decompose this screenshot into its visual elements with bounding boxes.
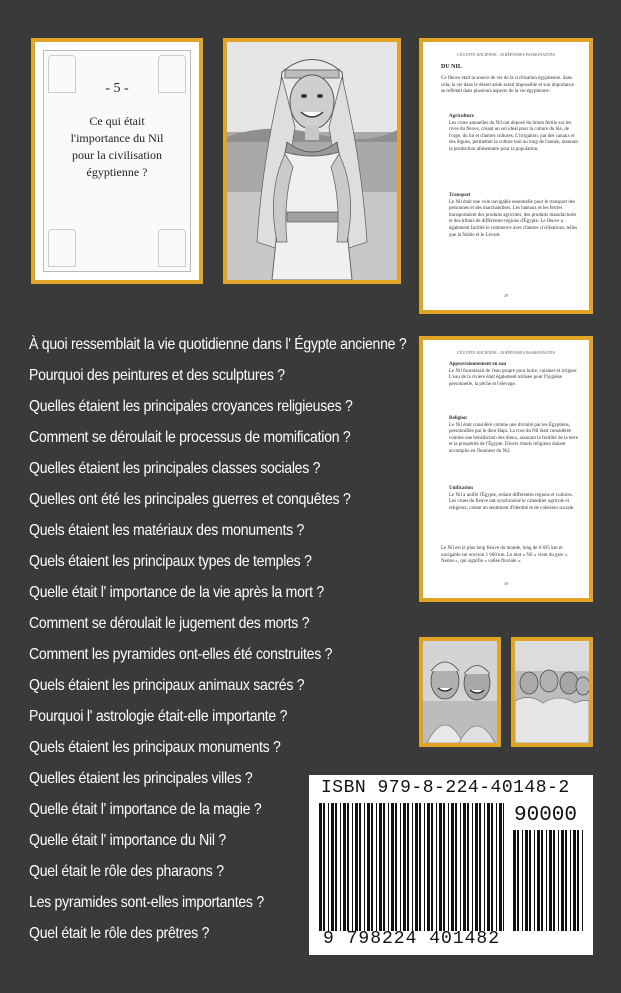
barcode-bar [479,803,481,931]
sample-page-29 [419,38,593,314]
question-item: Quelle était l' importance de la vie après la mort ? [29,584,324,601]
barcode-bar [388,803,389,931]
egyptian-men-illustration [419,637,501,747]
barcode-bar [522,830,523,931]
barcode-bar [439,803,442,931]
barcode-bar [448,803,449,931]
barcode-bar [484,803,485,931]
ean-bars [319,803,504,931]
barcode-bar [436,803,437,931]
barcode-bar [355,803,358,931]
barcode-bar [491,803,493,931]
barcode-bar [561,830,564,931]
question-item: Les pyramides sont-elles importantes ? [29,894,264,911]
barcode-bar [499,803,502,931]
sample-page-30 [419,336,593,602]
barcode-bar [427,803,430,931]
barcode-bar [367,803,370,931]
price-bars [513,830,585,931]
barcode-bar [565,830,567,931]
barcode-bar [340,803,341,931]
barcode-bar [525,830,528,931]
barcode-bar [395,803,397,931]
barcode-bar [415,803,418,931]
corner-ornament [158,55,186,93]
chapter-title-card [31,38,203,284]
section-heading: DU NIL [441,64,462,70]
barcode-bar [546,830,547,931]
barcode-bar [496,803,497,931]
barcode-bar [463,803,466,931]
question-item: Quels étaient les principaux types de temples ? [29,553,312,570]
barcode-bar [534,830,535,931]
corner-ornament [48,229,76,267]
barcode-bar [403,803,406,931]
question-item: Quel était le rôle des pharaons ? [29,863,224,880]
barcode-bar [391,803,394,931]
barcode-bar [359,803,361,931]
barcode-bar [529,830,531,931]
barcode-bar [549,830,552,931]
running-header: L'ÉGYPTE ANCIENNE : 20 RÉPONSES PASSIONANTES [456,350,556,355]
barcode-bar [503,803,504,931]
barcode-bar [467,803,469,931]
question-item: Quelle était l' importance du Nil ? [29,832,226,849]
barcode-bar [475,803,478,931]
bullet-unification: Unification Le Nil a unifié l'Égypte, reliant différentes régions et cultures. Les crues du fleuve ont synchronisé le calendrier agricole et religieux, créant un sentiment d'identité et de cohésion sociale. [449,486,575,511]
bullet-religion: Religion Le Nil était considéré comme une divinité par les Égyptiens, personnifiée par le dieu Hapi. La crue du Nil était considérée comme une bénédiction des dieux, assurant la fertilité de la terre et la prospérité de l'Égypte. Divers rituels religieux étaient accomplis en l'honneur du Nil. [449,416,578,454]
isbn-barcode [309,775,593,955]
barcode-bar [371,803,373,931]
bullet-transport: Transport Le Nil était une voie navigable essentielle pour le transport des personnes et des marchandises. Les bateaux et les ferries transportaient des produits agricoles, des produits manufacturés et des tributs de différentes régions d'Égypte. Le fleuve a également facilité le commerce avec d'autres civilisations, telles que la Nubie et le Levant. [449,193,578,238]
egyptian-woman-illustration [223,38,401,284]
barcode-bar [376,803,377,931]
barcode-bar [577,830,579,931]
barcode-bar [328,803,329,931]
barcode-bar [573,830,576,931]
question-item: Quelles étaient les principales croyances religieuses ? [29,398,353,415]
barcode-bar [419,803,421,931]
corner-ornament [48,55,76,93]
question-item: Quels étaient les principaux monuments ? [29,739,281,756]
price-code: 90000 [513,804,577,827]
barcode-bar [443,803,445,931]
barcode-bar [513,830,516,931]
page-number: 30 [504,581,508,586]
barcode-bar [537,830,540,931]
ean-digits: 9 798224 401482 [323,929,501,949]
barcode-bar [319,803,322,931]
barcode-bar [383,803,385,931]
chapter-page [43,50,191,272]
barcode-bar [364,803,365,931]
question-item: Quel était le rôle des prêtres ? [29,925,210,942]
barcode-bar [517,830,519,931]
question-item: Pourquoi l' astrologie était-elle importante ? [29,708,288,725]
barcode-bar [352,803,353,931]
page-number: 29 [504,293,508,298]
barcode-bar [460,803,461,931]
chapter-number: - 5 - [105,81,129,96]
corner-ornament [158,229,186,267]
barcode-bar [347,803,349,931]
question-item: Pourquoi des peintures et des sculptures ? [29,367,285,384]
barcode-bar [455,803,457,931]
question-item: Quelles ont été les principales guerres et conquêtes ? [29,491,351,508]
question-item: Comment se déroulait le processus de momification ? [29,429,351,446]
barcode-bar [407,803,409,931]
barcode-bar [343,803,346,931]
question-item: Comment les pyramides ont-elles été construites ? [29,646,333,663]
barcode-bar [331,803,334,931]
barcode-bar [451,803,454,931]
bullet-water: Approvisionnement en eau Le Nil fournissait de l'eau propre pour boire, cuisiner et irriguer. L'eau de la rivière était également utilisée pour l'hygiène personnelle, la pêche et l'élevage. [449,362,578,387]
question-item: Comment se déroulait le jugement des morts ? [29,615,310,632]
bullet-agriculture: Agriculture Les crues annuelles du Nil ont déposé du limon fertile sur les rives du fleuve, créant un sol idéal pour la culture du blé, de l'orge, du lin et d'autres cultures. L'irrigation, par des canaux et des digues, permettait la culture tout au long de l'année, assurant la production alimentaire pour la population. [449,114,578,152]
intro-paragraph: Ce fleuve était la source de vie de la civilisation égyptienne. Sans cela, la vie dans le désert aride serait impossible et son importance se reflétait dans plusieurs aspects de la vie égyptienne : [441,76,575,95]
barcode-bar [570,830,571,931]
barcode-bar [400,803,401,931]
question-item: À quoi ressemblait la vie quotidienne dans l' Égypte ancienne ? [29,336,407,353]
page-content [429,346,583,592]
question-item: Quels étaient les principaux animaux sacrés ? [29,677,305,694]
barcode-bar [424,803,425,931]
question-item: Quelle était l' importance de la magie ? [29,801,262,818]
barcode-bar [541,830,543,931]
question-item: Quelles étaient les principales classes sociales ? [29,460,321,477]
outro-paragraph: Le Nil est le plus long fleuve du monde, long de 6 695 km et navigable sur environ 1 600 km. Le mot « Nil » vient du grec « Neilos », qui signifie « vallée fluviale ». [441,546,568,565]
running-header: L'ÉGYPTE ANCIENNE : 20 RÉPONSES PASSIONANTES [456,52,556,57]
isbn-number: ISBN 979-8-224-40148-2 [321,778,570,798]
question-item: Quels étaient les matériaux des monuments ? [29,522,305,539]
barcode-bar [431,803,433,931]
barcode-bar [412,803,413,931]
barcode-bar [582,830,583,931]
barcode-bar [335,803,337,931]
barcode-bar [472,803,473,931]
question-item: Quelles étaient les principales villes ? [29,770,253,787]
barcode-bar [553,830,555,931]
barcode-bar [558,830,559,931]
page-content [429,48,583,304]
barcode-bar [379,803,382,931]
egyptian-group-illustration [511,637,593,747]
barcode-bar [487,803,490,931]
chapter-title: Ce qui était l'importance du Nil pour la civilisation égyptienne ? [70,114,164,179]
barcode-bar [323,803,325,931]
group-drawing [515,641,589,743]
men-drawing [423,641,497,743]
woman-drawing [227,42,397,280]
